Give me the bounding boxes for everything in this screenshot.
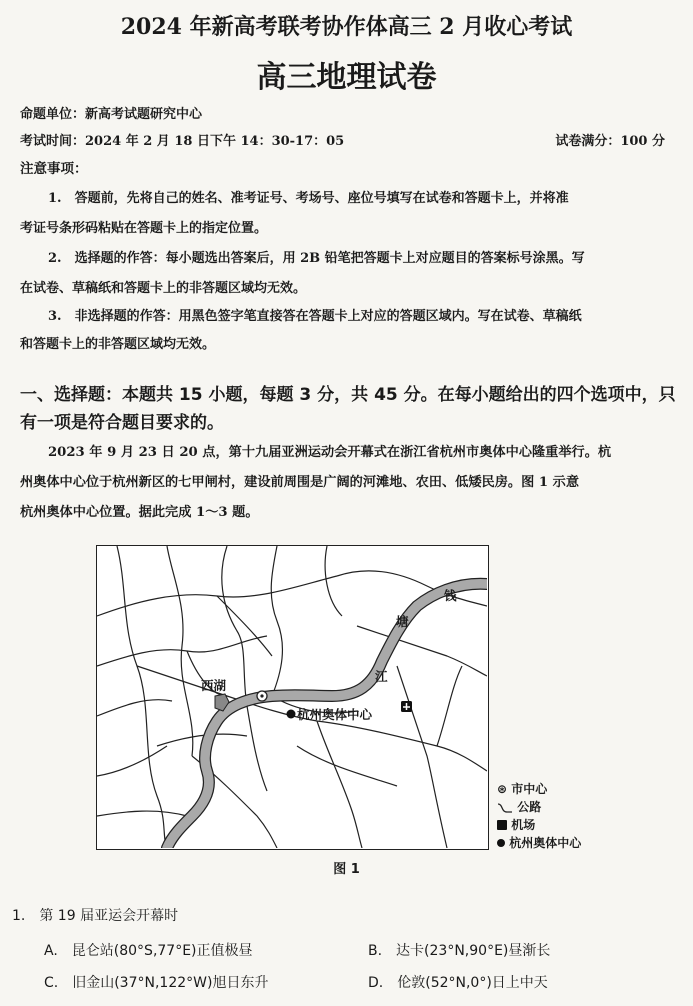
olympic-center-label: 杭州奥体中心: [297, 707, 373, 722]
notice-item-1-line2: 考证号条形码粘贴在答题卡上的指定位置。: [20, 221, 268, 236]
olympic-center-dot-icon: [497, 839, 505, 847]
river-label-tang: 塘: [396, 614, 409, 629]
hangzhou-map: [96, 545, 489, 850]
map-drawing: [97, 546, 487, 848]
river-label-jiang: 江: [375, 669, 388, 684]
exam-time: 考试时间：2024 年 2 月 18 日下午 14：30-17：05: [20, 134, 345, 149]
legend-olympic-center-label: 杭州奥体中心: [509, 836, 582, 850]
full-score: 试卷满分：100 分: [555, 134, 665, 149]
legend-city-center: [497, 780, 547, 797]
notice-item-3-line1: 3. 非选择题的作答：用黑色签字笔直接答在答题卡上对应的答题区域内。写在试卷、草稿纸: [48, 309, 582, 324]
legend-airport: [497, 816, 535, 833]
legend-road-label: 公路: [517, 800, 542, 814]
airport-icon: [497, 820, 507, 830]
section-heading-line1: 一、选择题：本题共 15 小题，每题 3 分，共 45 分。在每小题给出的四个选项中，只: [20, 385, 676, 405]
option-d: D. 伦敦(52°N,0°)日上中天: [368, 975, 548, 991]
passage-line2: 州奥体中心位于杭州新区的七甲闸村，建设前周围是广阔的河滩地、农田、低矮民房。图 1 示意: [20, 475, 580, 490]
section-heading-line2: 有一项是符合题目要求的。: [20, 413, 224, 433]
city-center-icon: ⊛: [497, 782, 508, 796]
legend-road: [497, 798, 541, 815]
notice-heading: 注意事项：: [20, 161, 88, 177]
notice-item-3-line2: 和答题卡上的非答题区域均无效。: [20, 337, 216, 352]
option-c: C. 旧金山(37°N,122°W)旭日东升: [44, 975, 269, 991]
passage-line3: 杭州奥体中心位置。据此完成 1～3 题。: [20, 505, 259, 520]
west-lake-label: 西湖: [201, 678, 227, 693]
legend-olympic-center: [497, 834, 581, 851]
question-1-stem: 1. 第 19 届亚运会开幕时: [12, 908, 179, 924]
exam-title: 2024 年新高考联考协作体高三 2 月收心考试: [120, 14, 573, 40]
river-label-qian: 钱: [444, 588, 457, 603]
olympic-center-dot: [287, 710, 296, 719]
notice-item-2-line1: 2. 选择题的作答：每小题选出答案后，用 2B 铅笔把答题卡上对应题目的答案标号涂黑。写: [48, 251, 585, 266]
notice-item-2-line2: 在试卷、草稿纸和答题卡上的非答题区域均无效。: [20, 281, 307, 296]
legend-city-center-label: 市中心: [511, 782, 548, 796]
option-a: A. 昆仑站(80°S,77°E)正值极昼: [44, 943, 253, 959]
passage-line1: 2023 年 9 月 23 日 20 点，第十九届亚洲运动会开幕式在浙江省杭州市奥体中心隆重举行。杭: [48, 445, 612, 460]
figure-caption: 图 1: [333, 862, 360, 877]
exam-subtitle: 高三地理试卷: [256, 60, 437, 95]
road-icon: [497, 802, 513, 814]
option-b: B. 达卡(23°N,90°E)昼渐长: [368, 943, 551, 959]
issuer-line: 命题单位：新高考试题研究中心: [20, 107, 203, 122]
notice-item-1-line1: 1. 答题前，先将自己的姓名、准考证号、考场号、座位号填写在试卷和答题卡上，并将准: [48, 191, 569, 206]
legend-airport-label: 机场: [511, 818, 536, 832]
